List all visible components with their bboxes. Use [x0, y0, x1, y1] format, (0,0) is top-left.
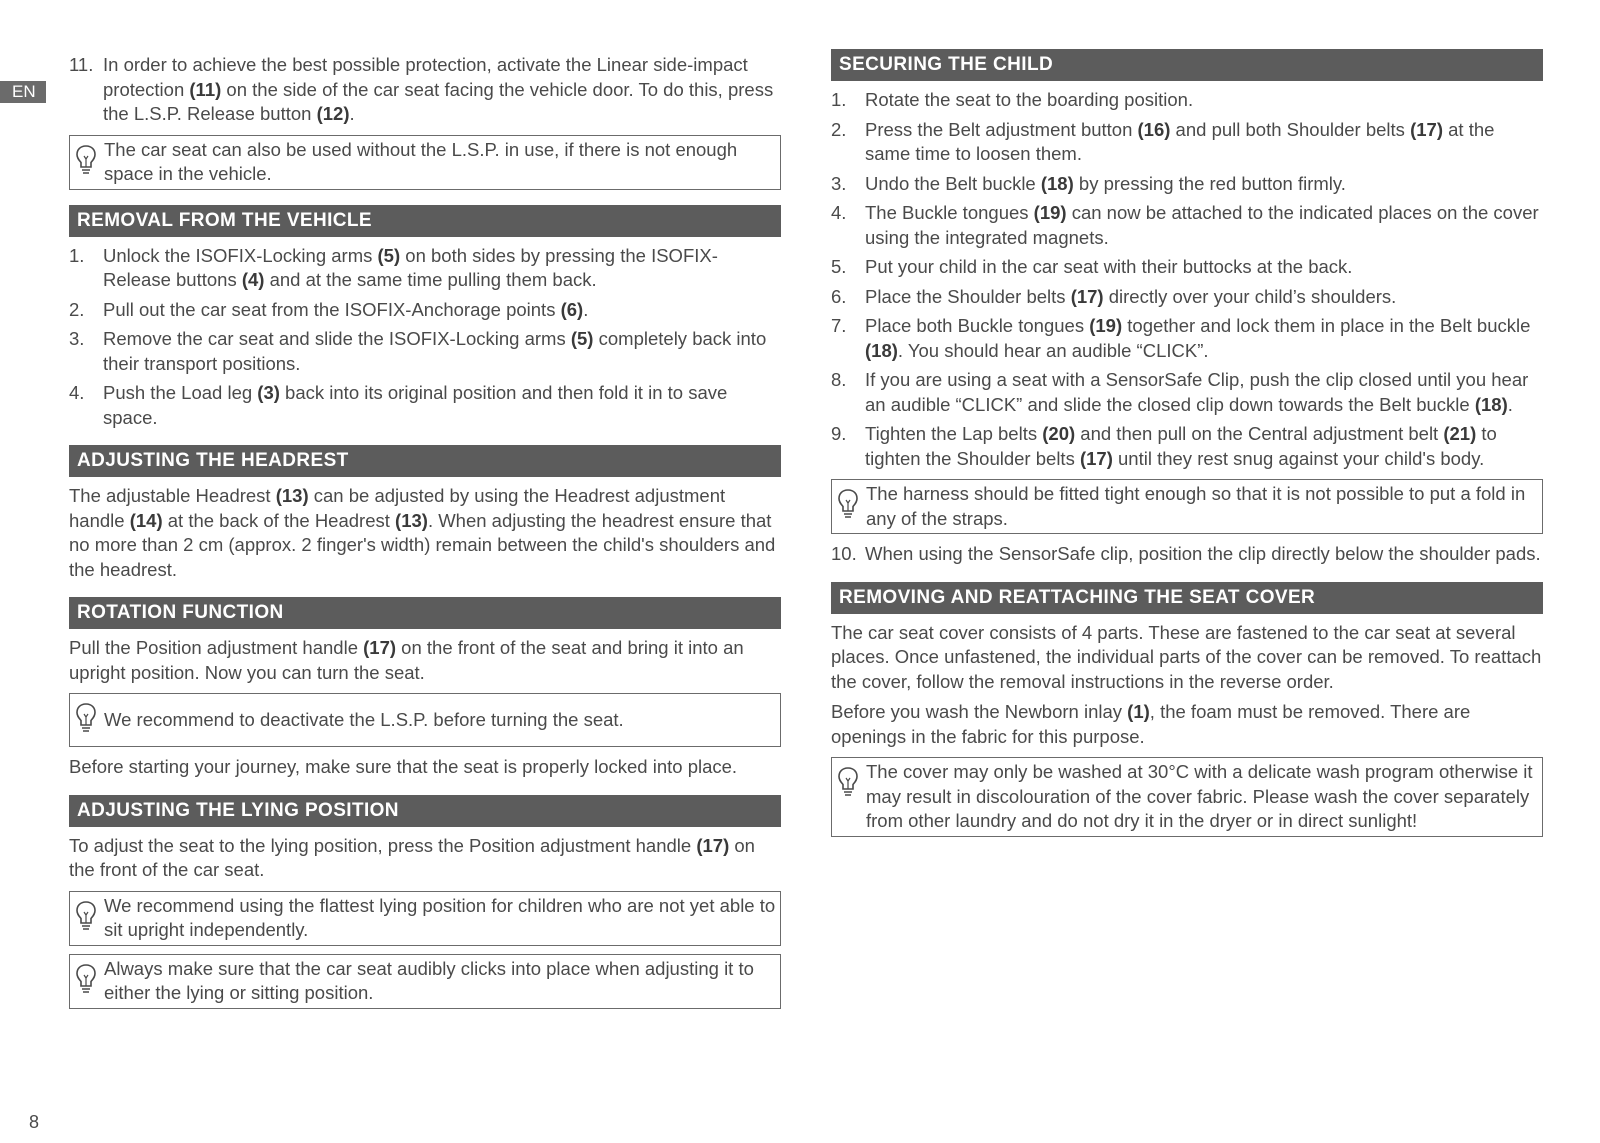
step-number: 11.: [69, 54, 94, 75]
lightbulb-icon: [75, 963, 97, 995]
securing-step-list-continued: [831, 542, 1543, 567]
step-text: When using the SensorSafe clip, position the clip directly below the shoulder pads.: [865, 543, 1541, 564]
step-number: 5.: [831, 256, 847, 277]
part-reference: (21): [1443, 423, 1477, 444]
part-reference: (17): [696, 834, 730, 856]
lightbulb-icon: [837, 766, 859, 798]
list-item: [69, 327, 781, 376]
note-text: Always make sure that the car seat audibly clicks into place when adjusting it to either the lying or sitting position.: [104, 957, 754, 1003]
list-item: [831, 422, 1543, 471]
securing-step-list: [831, 88, 1543, 471]
lightbulb-icon: [75, 900, 97, 932]
note-box-rotation: [69, 693, 781, 747]
step-number: 7.: [831, 315, 847, 336]
list-item: [831, 88, 1543, 113]
step-text: Put your child in the car seat with their buttocks at the back.: [865, 256, 1353, 277]
page-number: 8: [29, 1112, 40, 1132]
list-item: [831, 285, 1543, 310]
section-header-removal: REMOVAL FROM THE VEHICLE: [69, 205, 781, 237]
step-text: Unlock the ISOFIX-Locking arms (5) on both sides by pressing the ISOFIX-Release buttons (4) and at the same time pulling them back.: [103, 244, 718, 290]
note-box-lsp: [69, 135, 781, 190]
list-item: [831, 368, 1543, 417]
part-reference: (4): [241, 269, 265, 290]
part-reference: (17): [1079, 447, 1113, 469]
section-header-headrest: ADJUSTING THE HEADREST: [69, 445, 781, 477]
step-text: Pull out the car seat from the ISOFIX-Anchorage points (6).: [103, 298, 589, 320]
part-reference: (6): [560, 298, 584, 320]
part-reference: (16): [1137, 118, 1171, 140]
part-reference: (20): [1042, 423, 1076, 444]
part-reference: (13): [395, 509, 428, 531]
part-reference: (17): [363, 637, 397, 658]
lightbulb-icon: [75, 144, 97, 176]
part-reference: (5): [377, 244, 401, 266]
step-text: Tighten the Lap belts (20) and then pull on the Central adjustment belt (21) to tighten the Shoulder belts (17) until they rest snug against your child's body.: [865, 423, 1497, 469]
left-column: [69, 53, 781, 1017]
language-tab: EN: [0, 81, 46, 103]
part-reference: (5): [570, 328, 594, 349]
note-text: We recommend to deactivate the L.S.P. before turning the seat.: [104, 708, 624, 730]
part-reference: (14): [129, 509, 163, 531]
list-item: [831, 201, 1543, 250]
part-reference: (18): [865, 339, 898, 361]
right-column: [831, 49, 1543, 845]
list-item: [831, 255, 1543, 280]
part-reference: (18): [1474, 393, 1508, 415]
list-item: [831, 172, 1543, 197]
step-text: Push the Load leg (3) back into its original position and then fold it in to save space.: [103, 382, 728, 428]
step-text: Remove the car seat and slide the ISOFIX-Locking arms (5) completely back into their transport positions.: [103, 328, 767, 374]
step-number: 3.: [69, 328, 85, 349]
step-number: 1.: [69, 244, 85, 266]
rotation-paragraph: Pull the Position adjustment handle (17) on the front of the seat and bring it into an upright position. Now you can turn the seat.: [69, 637, 744, 683]
list-item: [831, 314, 1543, 363]
intro-step-list: [69, 53, 781, 127]
note-text: The harness should be fitted tight enough so that it is not possible to put a fold in any of the straps.: [866, 483, 1526, 529]
list-item: [69, 381, 781, 430]
part-reference: (1): [1127, 701, 1150, 722]
lightbulb-icon: [837, 488, 859, 520]
note-box-washing: [831, 757, 1543, 837]
step-text: The Buckle tongues (19) can now be attached to the indicated places on the cover using the integrated magnets.: [865, 202, 1539, 248]
list-item: [69, 244, 781, 293]
step-text: If you are using a seat with a SensorSafe Clip, push the clip closed until you hear an audible “CLICK” and slide the closed clip down towards the Belt buckle (18).: [865, 369, 1529, 415]
part-reference: (13): [275, 485, 309, 506]
section-header-securing: SECURING THE CHILD: [831, 49, 1543, 81]
note-text: The car seat can also be used without the L.S.P. in use, if there is not enough space in the vehicle.: [104, 138, 738, 184]
step-number: 2.: [69, 298, 85, 320]
step-number: 4.: [69, 382, 85, 403]
step-number: 3.: [831, 172, 847, 194]
section-header-lying: ADJUSTING THE LYING POSITION: [69, 795, 781, 827]
section-header-rotation: ROTATION FUNCTION: [69, 597, 781, 629]
cover-paragraph-2: Before you wash the Newborn inlay (1), the foam must be removed. There are openings in the fabric for this purpose.: [831, 701, 1471, 747]
section-header-cover: REMOVING AND REATTACHING THE SEAT COVER: [831, 582, 1543, 614]
step-number: 2.: [831, 118, 847, 140]
lying-paragraph: To adjust the seat to the lying position, press the Position adjustment handle (17) on the front of the car seat.: [69, 834, 755, 880]
step-number: 4.: [831, 202, 847, 223]
step-text: Place both Buckle tongues (19) together and lock them in place in the Belt buckle (18). You should hear an audible “CLICK”.: [865, 315, 1531, 361]
step-number: 9.: [831, 423, 847, 444]
part-reference: (17): [1410, 118, 1443, 140]
step-number: 6.: [831, 285, 847, 307]
note-box-lying-flat: [69, 891, 781, 946]
step-text: Press the Belt adjustment button (16) and pull both Shoulder belts (17) at the same time to loosen them.: [865, 118, 1495, 164]
list-item: [69, 53, 781, 127]
headrest-paragraph: The adjustable Headrest (13) can be adjusted by using the Headrest adjustment handle (14) at the back of the Headrest (13). When adjusting the headrest ensure that no more than 2 cm (approx. 2 finger's width) remain between the child's shoulders and the headrest.: [69, 485, 776, 580]
note-box-lying-click: [69, 954, 781, 1009]
list-item: [69, 298, 781, 323]
part-reference: (12): [316, 103, 350, 124]
part-reference: (3): [257, 382, 280, 403]
step-text: In order to achieve the best possible protection, activate the Linear side-impact protection (11) on the side of the car seat facing the vehicle door. To do this, press the L.S.P. Release button (12).: [103, 54, 774, 124]
step-number: 8.: [831, 369, 847, 390]
list-item: [831, 118, 1543, 167]
step-number: 1.: [831, 89, 847, 110]
part-reference: (11): [189, 78, 222, 100]
part-reference: (18): [1040, 172, 1074, 194]
note-text: The cover may only be washed at 30°C with a delicate wash program otherwise it may result in discolouration of the cover fabric. Please wash the cover separately from other laundry and do not dry it in the dryer or in direct sunlight!: [866, 761, 1533, 831]
part-reference: (19): [1089, 315, 1123, 336]
part-reference: (19): [1033, 202, 1067, 223]
step-text: Undo the Belt buckle (18) by pressing the red button firmly.: [865, 172, 1346, 194]
removal-step-list: [69, 244, 781, 431]
note-text: We recommend using the flattest lying position for children who are not yet able to sit upright independently.: [104, 894, 776, 940]
lightbulb-icon: [75, 702, 97, 734]
list-item: [831, 542, 1543, 567]
part-reference: (17): [1070, 285, 1104, 307]
journey-paragraph: Before starting your journey, make sure that the seat is properly locked into place.: [69, 756, 738, 777]
step-number: 10.: [831, 543, 857, 564]
cover-paragraph-1: The car seat cover consists of 4 parts. These are fastened to the car seat at several places. Once unfastened, the individual parts of the cover can be removed. To reattach the cover, follow the removal instructions in the reverse order.: [831, 621, 1542, 692]
step-text: Rotate the seat to the boarding position.: [865, 89, 1194, 110]
note-box-harness: [831, 479, 1543, 534]
step-text: Place the Shoulder belts (17) directly over your child’s shoulders.: [865, 285, 1397, 307]
